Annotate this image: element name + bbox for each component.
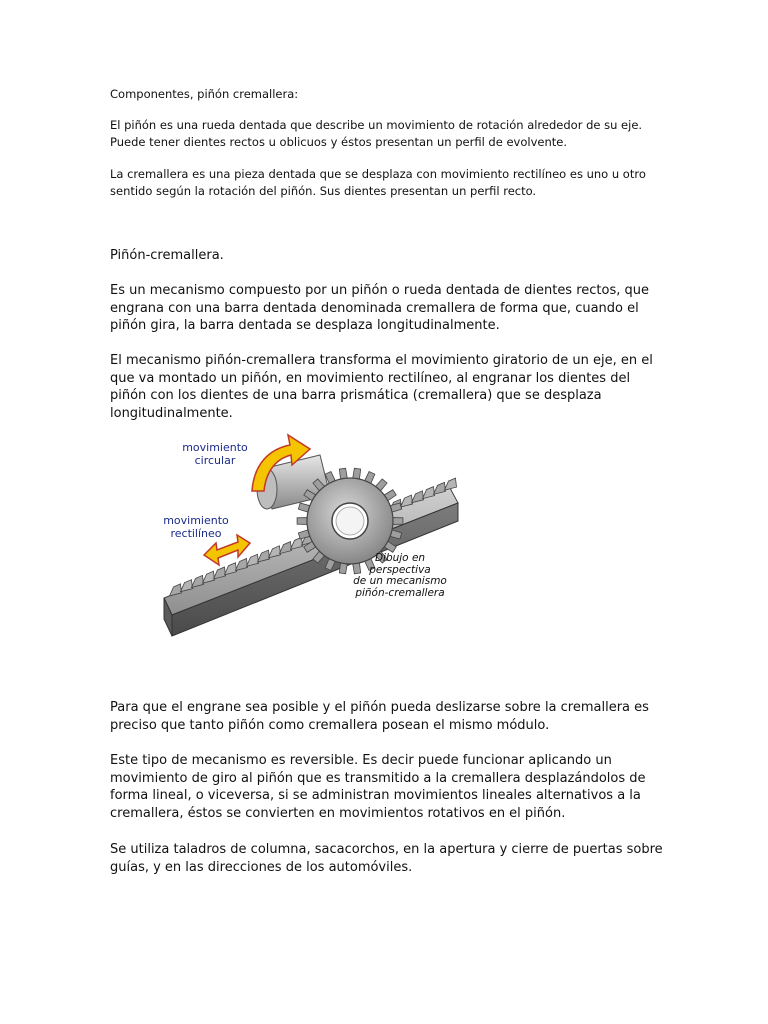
mechanism-description: Es un mecanismo compuesto por un piñón o rueda dentada de dientes rectos, que engrana con una barra dentada denominada cremallera de forma que, cuando el piñón gira, la barra dentada se desplaza longitudinalmente. [110,283,649,334]
mechanism-transformation: El mecanismo piñón-cremallera transforma el movimiento giratorio de un eje, en el que va montado un piñón, en movimiento rectilíneo, al engranar los dientes del piñón con los dientes de una barra prismática (cremallera) que se desplaza longitudinalmente. [110,353,653,421]
linear-label-line-2: rectilíneo [170,527,222,540]
rack-description-line-2: sentido según la rotación del piñón. Sus dientes presentan un perfil recto. [110,184,537,198]
rack-description-line-1: La cremallera es una pieza dentada que se desplaza con movimiento rectilíneo es uno u otro [110,167,646,181]
caption-line-1: Dibujo en [374,552,426,564]
circular-motion-label [170,441,260,467]
pinion-description-line-2: Puede tener dientes rectos u oblicuos y éstos presentan un perfil de evolvente. [110,135,567,149]
rack-pinion-figure [150,433,460,648]
figure-caption [340,553,460,599]
linear-motion-label [152,514,240,540]
circular-label-line-2: circular [194,454,236,467]
rack-pinion-heading: Piñón-cremallera. [110,248,224,263]
caption-line-3: de un mecanismo [353,575,447,587]
reversibility-description: Este tipo de mecanismo es reversible. Es decir puede funcionar aplicando un movimiento de giro al piñón que es transmitido a la cremallera desplazándolos de forma lineal, o viceversa, si se administran movimientos lineales alternativos a la cremallera, éstos se convierten en movimientos rotativos en el piñón. [110,753,646,821]
caption-line-4: piñón-cremallera [355,586,445,599]
components-heading: Componentes, piñón cremallera: [110,87,299,101]
module-requirement: Para que el engrane sea posible y el piñón pueda deslizarse sobre la cremallera es preciso que tanto piñón como cremallera posean el mismo módulo. [110,700,649,733]
rack-tooth [445,478,457,490]
circular-label-line-1: movimiento [182,441,248,454]
caption-line-2: perspectiva [369,563,431,576]
linear-label-line-1: movimiento [163,514,229,527]
applications-description: Se utiliza taladros de columna, sacacorchos, en la apertura y cierre de puertas sobre guías, y en las direcciones de los automóviles. [110,842,663,875]
pinion-description-line-1: El piñón es una rueda dentada que describe un movimiento de rotación alrededor de su eje. [110,118,643,132]
